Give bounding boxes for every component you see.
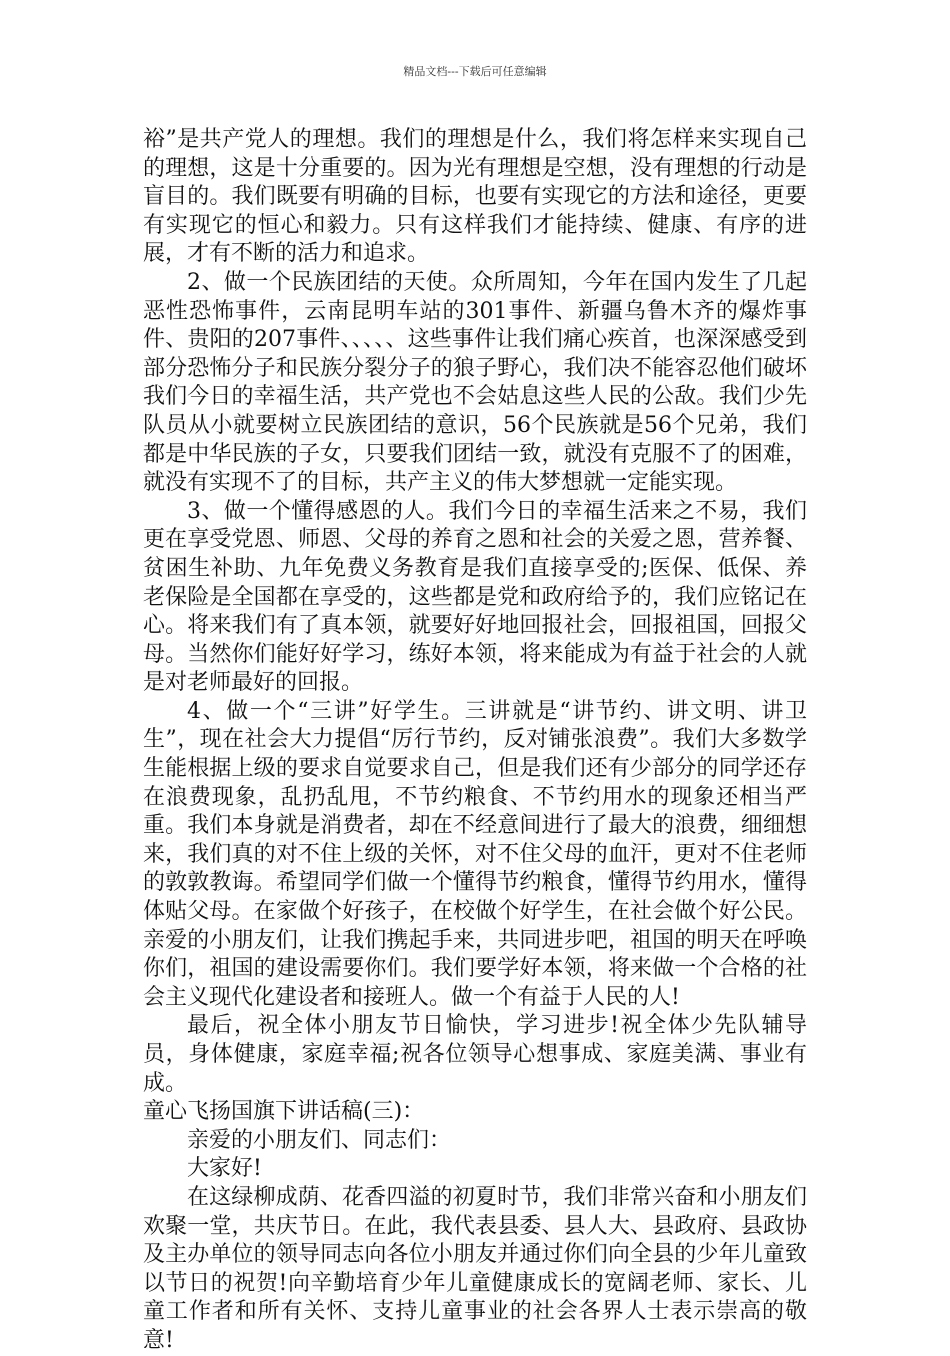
document-body <box>143 126 807 1356</box>
page-header: 精品文档---下载后可任意编辑 <box>403 65 547 78</box>
greeting: 大家好! <box>187 1156 262 1182</box>
paragraph-three-talks: 4、做一个“三讲”好学生。三讲就是“讲节约、讲文明、讲卫生”，现在社会大力提倡“厉行节约，反对铺张浪费”。我们大多数学生能根据上级的要求自觉要求自己，但是我们还有少部分的同学还存在浪费现象，乱扔乱甩，不节约粮食、不节约用水的现象还相当严重。我们本身就是消费者，却在不经意间进行了最大的浪费，细细想来，我们真的对不住上级的关怀，对不住父母的血汗，更对不住老师的敦敦教诲。希望同学们做一个懂得节约粮食，懂得节约用水，懂得体贴父母。在家做个好孩子，在校做个好学生，在社会做个好公民。 亲爱的小朋友们，让我们携起手来，共同进步吧，祖国的明天在呼唤你们，祖国的建设需要你们。我们要学好本领，将来做一个合格的社会主义现代化建设者和接班人。做一个有益于人民的人! <box>143 698 807 1010</box>
paragraph-opening: 在这绿柳成荫、花香四溢的初夏时节，我们非常兴奋和小朋友们欢聚一堂，共庆节日。在此，我代表县委、县人大、县政府、县政协及主办单位的领导同志向各位小朋友并通过你们向全县的少年儿童致以节日的祝贺!向辛勤培育少年儿童健康成长的宽阔老师、家长、儿童工作者和所有关怀、支持儿童事业的社会各界人士表示崇高的敬意! <box>143 1184 807 1353</box>
paragraph-gratitude: 3、做一个懂得感恩的人。我们今日的幸福生活来之不易，我们更在享受党恩、师恩、父母的养育之恩和社会的关爱之恩，营养餐、贫困生补助、九年免费义务教育是我们直接享受的;医保、低保、养老保险是全国都在享受的，这些都是党和政府给予的，我们应铭记在心。将来我们有了真本领，就要好好地回报社会，回报祖国，回报父母。当然你们能好好学习，练好本领，将来能成为有益于社会的人就是对老师最好的回报。 <box>143 498 807 696</box>
paragraph-ethnic-unity: 2、做一个民族团结的天使。众所周知，今年在国内发生了几起恶性恐怖事件，云南昆明车站的301事件、新疆乌鲁木齐的爆炸事件、贵阳的207事件、、、、、这些事件让我们痛心疾首，也深深感受到部分恐怖分子和民族分裂分子的狼子野心，我们决不能容忍他们破坏我们今日的幸福生活，共产党也不会姑息这些人民的公敌。我们少先队员从小就要树立民族团结的意识，56个民族就是56个兄弟，我们都是中华民族的子女，只要我们团结一致，就没有克服不了的困难，就没有实现不了的目标，共产主义的伟大梦想就一定能实现。 <box>143 269 807 496</box>
section-title: 童心飞扬国旗下讲话稿(三)： <box>143 1099 425 1125</box>
salutation: 亲爱的小朋友们、同志们： <box>187 1127 452 1153</box>
paragraph-closing-wishes: 最后，祝全体小朋友节日愉快，学习进步!祝全体少先队辅导员，身体健康，家庭幸福;祝各位领导心想事成、家庭美满、事业有成。 <box>143 1013 807 1096</box>
paragraph-continuation: 裕”是共产党人的理想。我们的理想是什么，我们将怎样来实现自己的理想，这是十分重要的。因为光有理想是空想，没有理想的行动是盲目的。我们既要有明确的目标，也要有实现它的方法和途径，更要有实现它的恒心和毅力。只有这样我们才能持续、健康、有序的进展，才有不断的活力和追求。 <box>143 127 807 267</box>
